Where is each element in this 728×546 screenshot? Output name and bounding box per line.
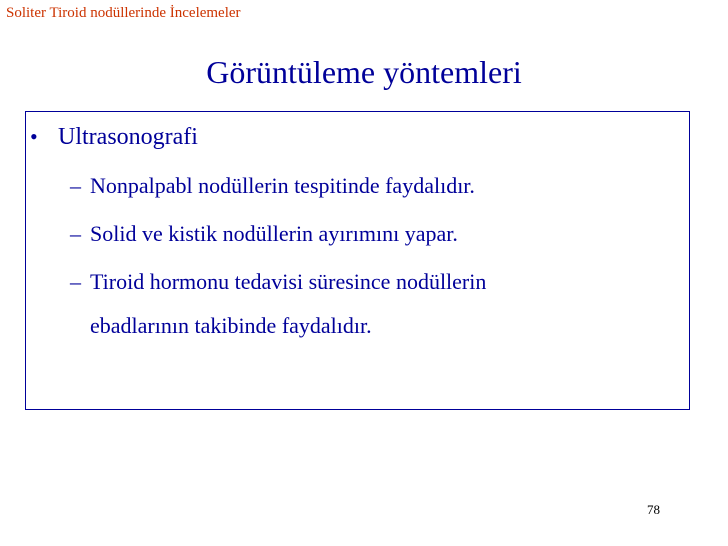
bullet-icon: • [30, 124, 38, 149]
sub-item-text: Tiroid hormonu tedavisi süresince nodüllerin [90, 269, 487, 294]
sub-item-1 [70, 172, 475, 200]
dash-icon: – [70, 269, 81, 294]
bullet-text: Ultrasonografi [58, 124, 198, 150]
content-box [25, 111, 690, 410]
dash-icon: – [70, 221, 81, 246]
slide-title: Görüntüleme yöntemleri [206, 54, 522, 90]
sub-item-text: Nonpalpabl nodüllerin tespitinde faydalıdır. [90, 173, 475, 198]
running-header: Soliter Tiroid nodüllerinde İncelemeler [6, 5, 241, 21]
sub-item-text: Solid ve kistik nodüllerin ayırımını yapar. [90, 221, 458, 246]
bullet-item-ultrasonografi [30, 122, 198, 152]
sub-item-3 [70, 268, 486, 296]
sub-item-2 [70, 220, 458, 248]
sub-item-3-continuation: ebadlarının takibinde faydalıdır. [90, 313, 372, 338]
dash-icon: – [70, 173, 81, 198]
page-number: 78 [647, 502, 660, 517]
